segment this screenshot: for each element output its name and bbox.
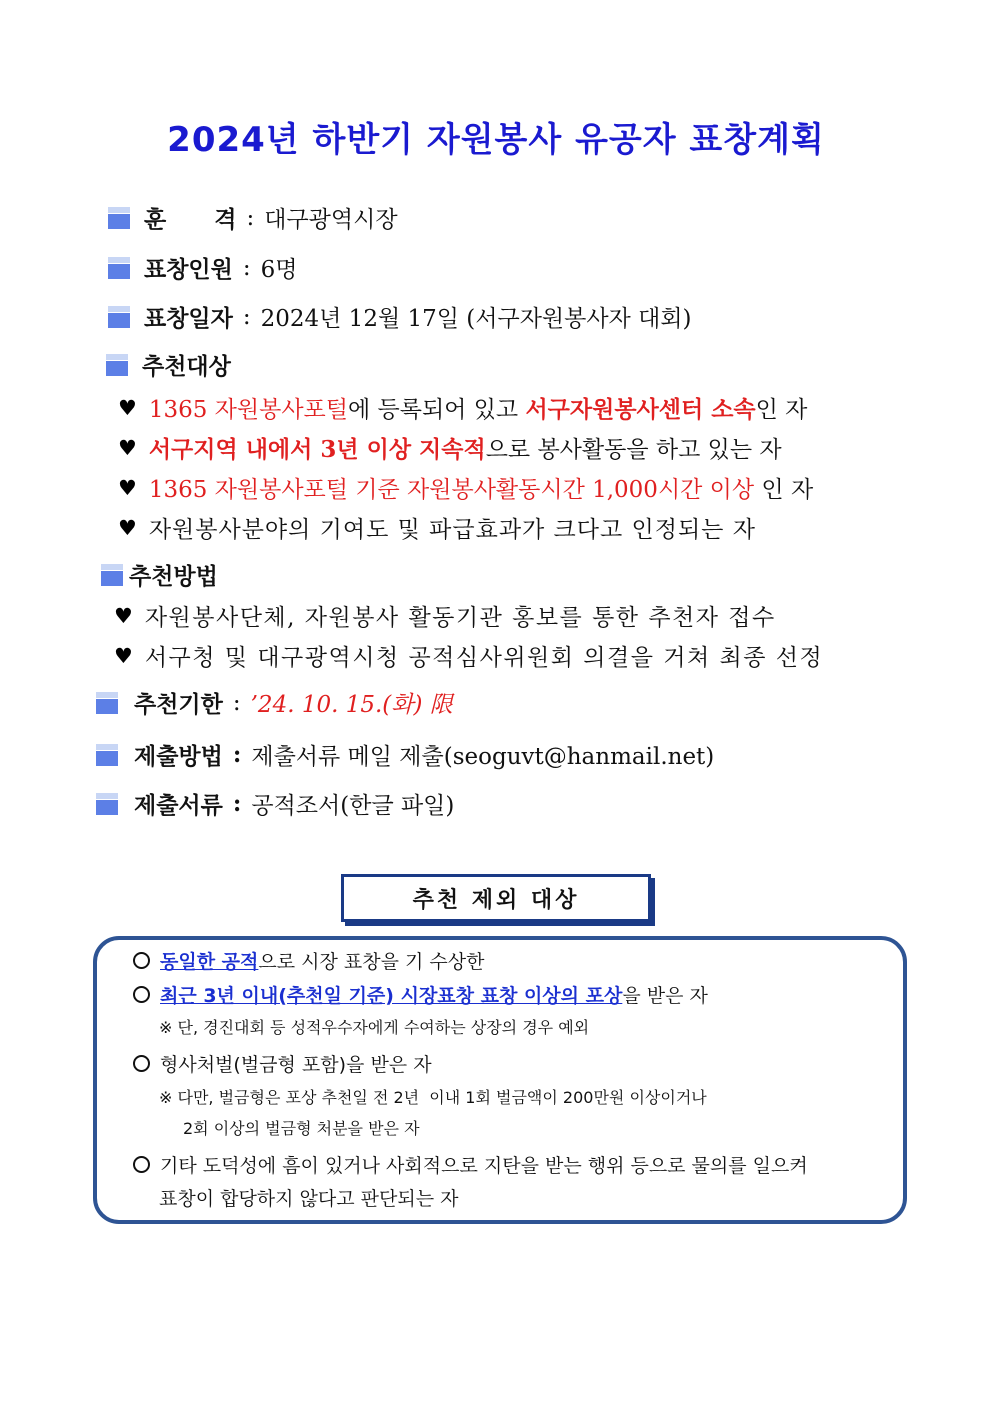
heart-bullet-icon: ♥ xyxy=(118,515,137,540)
plain-text: 을 받은 자 xyxy=(622,985,708,1007)
deadline-label: 추천기한 xyxy=(134,691,223,718)
heart-bullet-icon: ♥ xyxy=(114,643,133,668)
heart-bullet-icon: ♥ xyxy=(118,435,137,460)
plain-text: 자원봉사분야의 기여도 및 파급효과가 크다고 인정되는 자 xyxy=(148,517,756,543)
submit-docs-value: 공적조서(한글 파일) xyxy=(251,793,455,819)
exclusion-box xyxy=(93,936,907,1224)
award-row xyxy=(108,201,398,234)
list-item xyxy=(118,391,807,424)
count-label: 표창인원 xyxy=(144,256,233,283)
highlight-text: 서구지역 내에서 3년 이상 지속적 xyxy=(148,436,486,463)
heart-bullet-icon: ♥ xyxy=(114,603,133,628)
plain-text: 인 자 xyxy=(755,397,808,423)
separator: : xyxy=(242,303,251,330)
submit-method-row xyxy=(96,738,714,771)
square-bullet-icon xyxy=(108,207,130,229)
note-text: ※ 단, 경진대회 등 성적우수자에게 수여하는 상장의 경우 예외 xyxy=(159,1018,590,1037)
plain-text: 인 자 xyxy=(754,477,814,503)
plain-text: 으로 시장 표창을 기 수상한 xyxy=(258,951,485,973)
separator: : xyxy=(242,254,251,281)
exclusion-title: 추천 제외 대상 xyxy=(341,874,651,922)
date-label: 표창일자 xyxy=(144,305,233,332)
underlined-text: 동일한 공적 xyxy=(160,951,259,973)
separator: : xyxy=(232,741,242,768)
award-value: 대구광역시장 xyxy=(264,207,398,233)
separator: : xyxy=(246,204,255,231)
square-bullet-icon xyxy=(96,793,118,815)
submit-method-value: 제출서류 메일 제출(seoguvt@hanmail.net) xyxy=(251,744,715,770)
date-value: 2024년 12월 17일 (서구자원봉사자 대회) xyxy=(260,306,692,332)
plain-text: 형사처벌(벌금형 포함)을 받은 자 xyxy=(160,1054,432,1076)
heart-bullet-icon: ♥ xyxy=(118,395,137,420)
page-title: 2024년 하반기 자원봉사 유공자 표창계획 xyxy=(167,120,825,160)
underlined-text: 최근 3년 이내(추천일 기준) 시장표창 표창 이상의 포상 xyxy=(160,985,623,1007)
circle-bullet-icon xyxy=(133,1055,150,1072)
plain-text: 자원봉사단체, 자원봉사 활동기관 홍보를 통한 추천자 접수 xyxy=(144,605,776,631)
list-item xyxy=(118,511,756,544)
circle-bullet-icon xyxy=(133,952,150,969)
square-bullet-icon xyxy=(101,564,123,586)
highlight-text: 서구자원봉사센터 소속 xyxy=(525,396,756,423)
count-value: 6명 xyxy=(260,257,298,283)
submit-docs-row xyxy=(96,787,454,820)
note-text: 2회 이상의 벌금형 처분을 받은 자 xyxy=(183,1119,420,1138)
highlight-text: 1365 자원봉사포털 xyxy=(148,397,348,423)
square-bullet-icon xyxy=(108,306,130,328)
submit-docs-label: 제출서류 xyxy=(134,792,223,819)
note-text: ※ 다만, 벌금형은 포상 추천일 전 2년 이내 1회 벌금액이 200만원 이상이거나 xyxy=(159,1088,707,1107)
plain-text: 으로 봉사활동을 하고 있는 자 xyxy=(485,437,782,463)
plain-text: 기타 도덕성에 흠이 있거나 사회적으로 지탄을 받는 행위 등으로 물의를 일으켜 xyxy=(160,1155,808,1177)
list-item xyxy=(114,599,776,632)
list-item xyxy=(133,981,708,1008)
list-item xyxy=(118,431,782,464)
highlight-text: 1365 자원봉사포털 기준 자원봉사활동시간 1,000시간 이상 xyxy=(148,477,755,503)
list-item xyxy=(133,947,484,974)
heart-bullet-icon: ♥ xyxy=(118,475,137,500)
circle-bullet-icon xyxy=(133,986,150,1003)
count-row xyxy=(108,251,297,284)
square-bullet-icon xyxy=(96,692,118,714)
award-label: 훈 격 xyxy=(144,206,237,233)
list-item-continuation: 표창이 합당하지 않다고 판단되는 자 xyxy=(159,1188,459,1210)
list-item xyxy=(118,471,813,504)
method-heading: 추천방법 xyxy=(129,563,218,590)
circle-bullet-icon xyxy=(133,1156,150,1173)
list-item xyxy=(133,1151,808,1178)
list-item xyxy=(133,1050,432,1077)
eligibility-heading: 추천대상 xyxy=(142,353,231,380)
submit-method-label: 제출방법 xyxy=(134,743,223,770)
square-bullet-icon xyxy=(108,257,130,279)
method-heading-row xyxy=(101,558,218,591)
square-bullet-icon xyxy=(106,354,128,376)
plain-text: 서구청 및 대구광역시청 공적심사위원회 의결을 거쳐 최종 선정 xyxy=(144,645,824,671)
date-row xyxy=(108,300,692,333)
deadline-row xyxy=(96,686,453,719)
plain-text: 에 등록되어 있고 xyxy=(347,397,526,423)
list-item xyxy=(114,639,823,672)
deadline-value: ’24. 10. 15.(화) 限 xyxy=(250,692,453,718)
separator: : xyxy=(232,790,242,817)
square-bullet-icon xyxy=(96,744,118,766)
separator: : xyxy=(232,689,241,716)
eligibility-heading-row xyxy=(106,348,231,381)
